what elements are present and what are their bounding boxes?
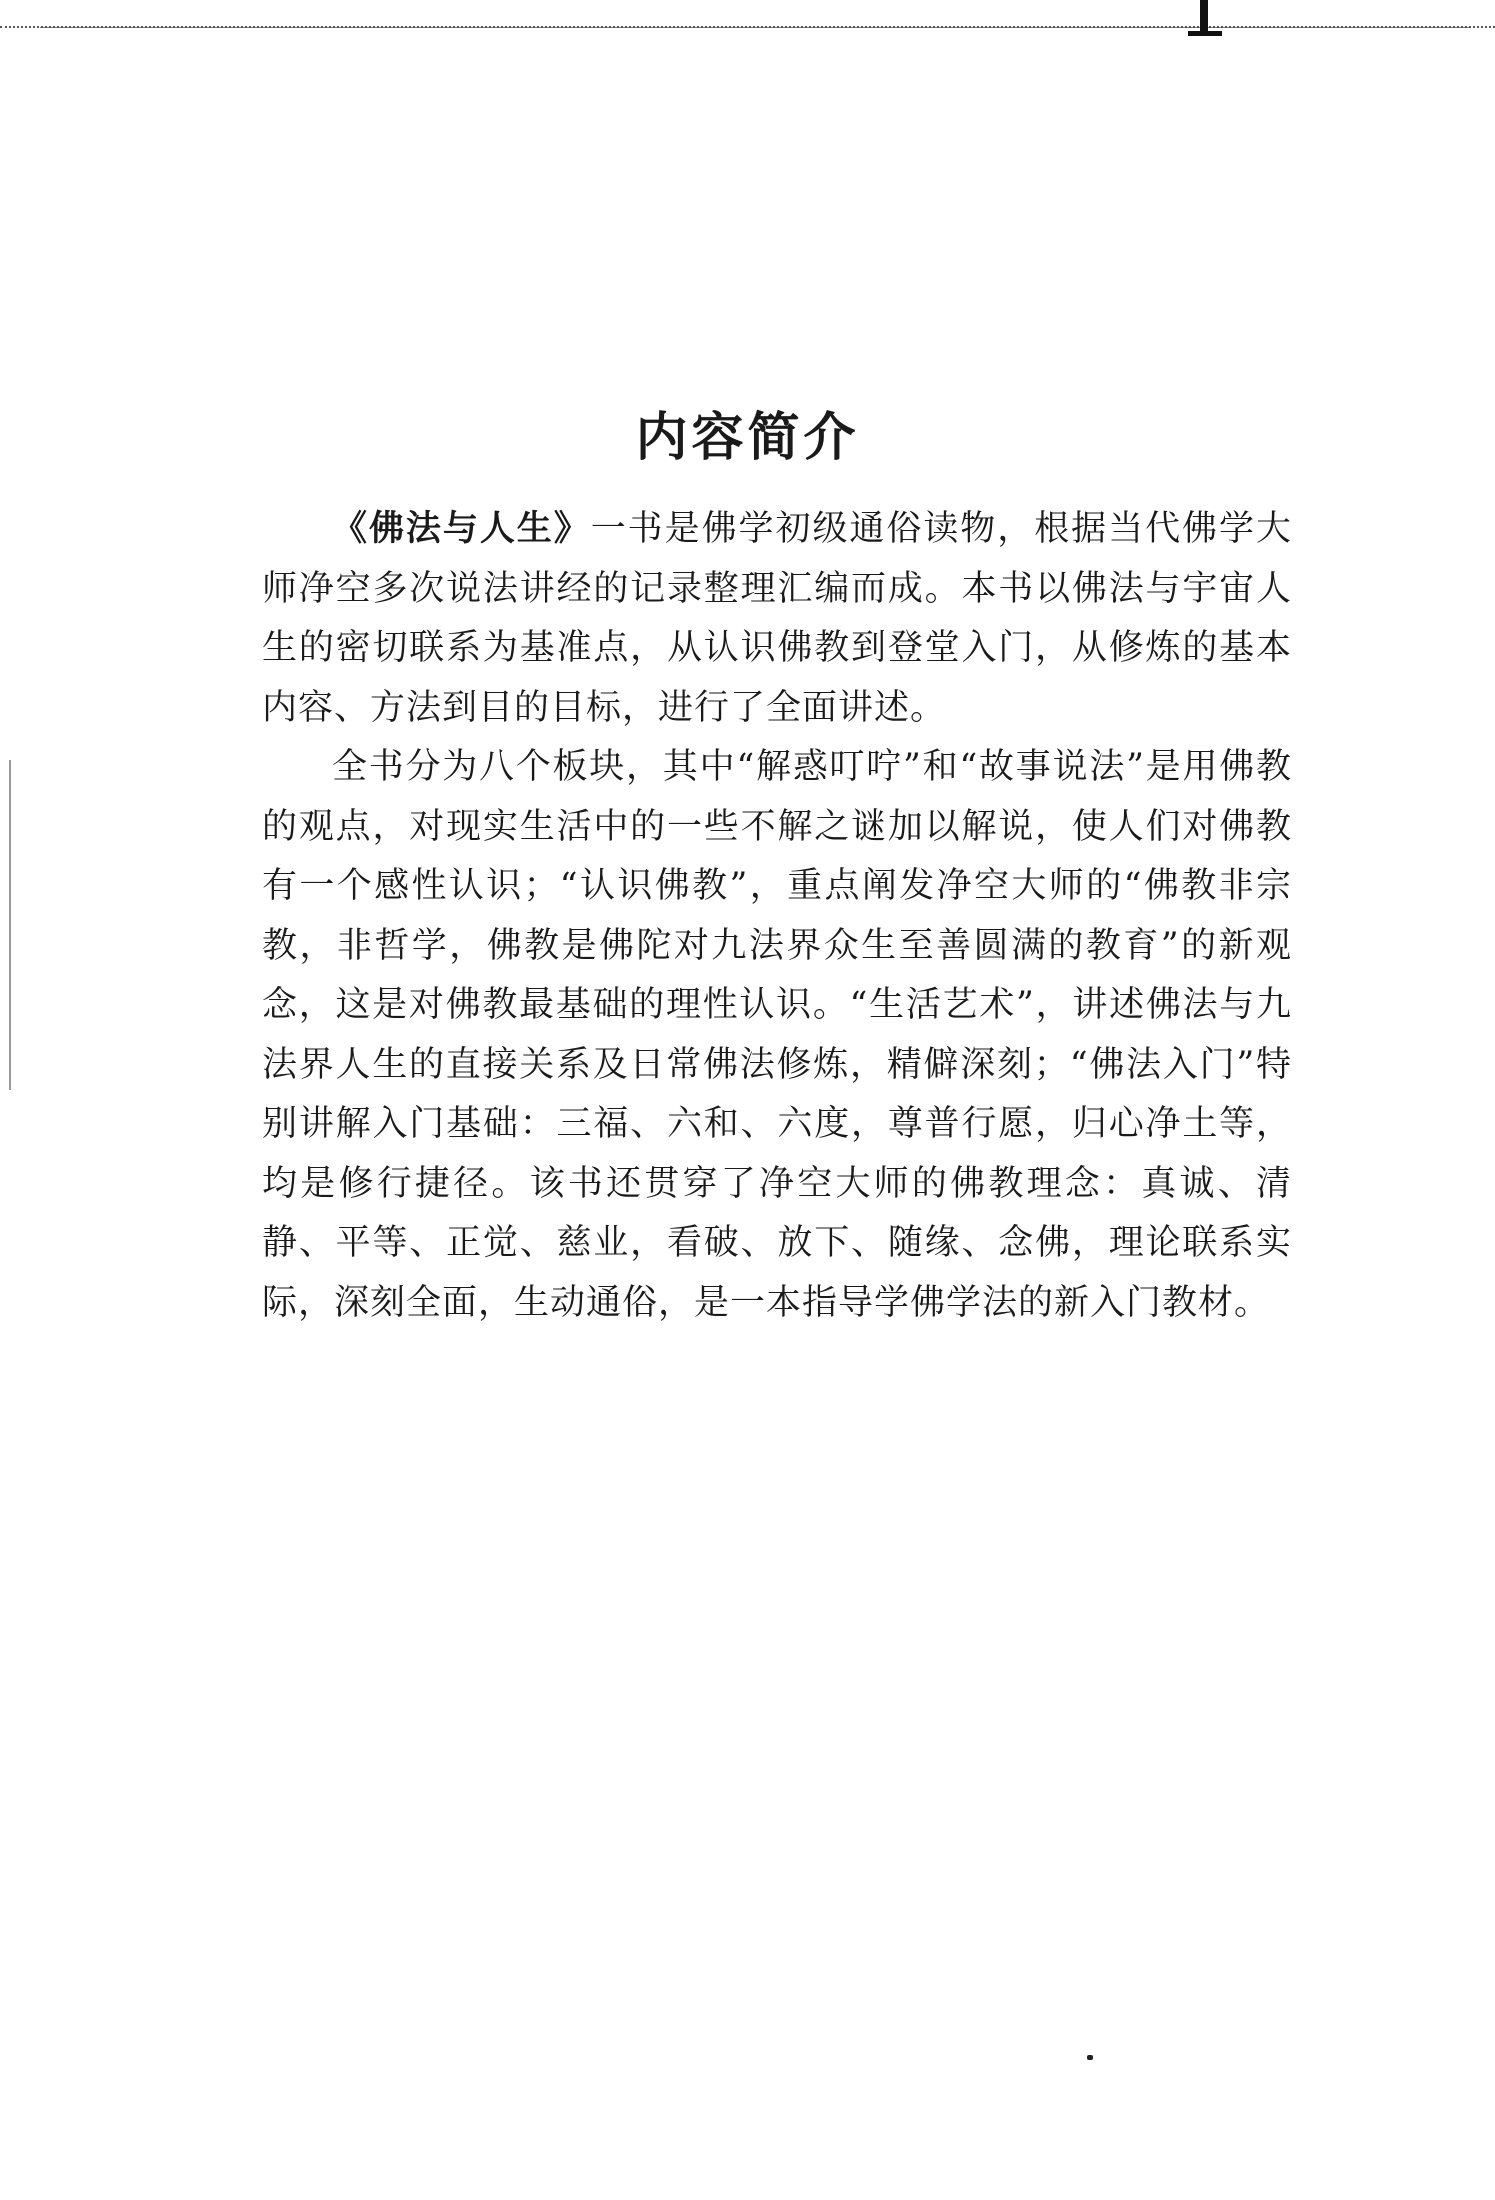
- paragraph-1-text: 一书是佛学初级通俗读物，根据当代佛学大师净空多次说法讲经的记录整理汇编而成。本书以佛法与宇宙人生的密切联系为基准点，从认识佛教到登堂入门，从修炼的基本内容、方法到目的目标，进行了全面讲述。: [262, 509, 1292, 728]
- page-mark-dot: [1087, 2055, 1093, 2060]
- summary-body: [262, 500, 1292, 1333]
- header-mark: [1200, 0, 1208, 34]
- scan-edge-line: [9, 760, 11, 1090]
- book-title: 《佛法与人生》: [332, 509, 591, 549]
- paragraph-2: 全书分为八个板块，其中“解惑叮咛”和“故事说法”是用佛教的观点，对现实生活中的一些不解之谜加以解说，使人们对佛教有一个感性认识；“认识佛教”，重点阐发净空大师的“佛教非宗教，非哲学，佛教是佛陀对九法界众生至善圆满的教育”的新观念，这是对佛教最基础的理性认识。“生活艺术”，讲述佛法与九法界人生的直接关系及日常佛法修炼，精僻深刻；“佛法入门”特别讲解入门基础：三福、六和、六度，尊普行愿，归心净土等，均是修行捷径。该书还贯穿了净空大师的佛教理念：真诚、清静、平等、正觉、慈业，看破、放下、随缘、念佛，理论联系实际，深刻全面，生动通俗，是一本指导学佛学法的新入门教材。: [262, 747, 1292, 1323]
- page-title: 内容简介: [635, 407, 860, 468]
- paragraph-1: [262, 500, 1292, 738]
- header-dotted-rule: [0, 26, 1495, 28]
- header-mark-base: [1188, 31, 1222, 36]
